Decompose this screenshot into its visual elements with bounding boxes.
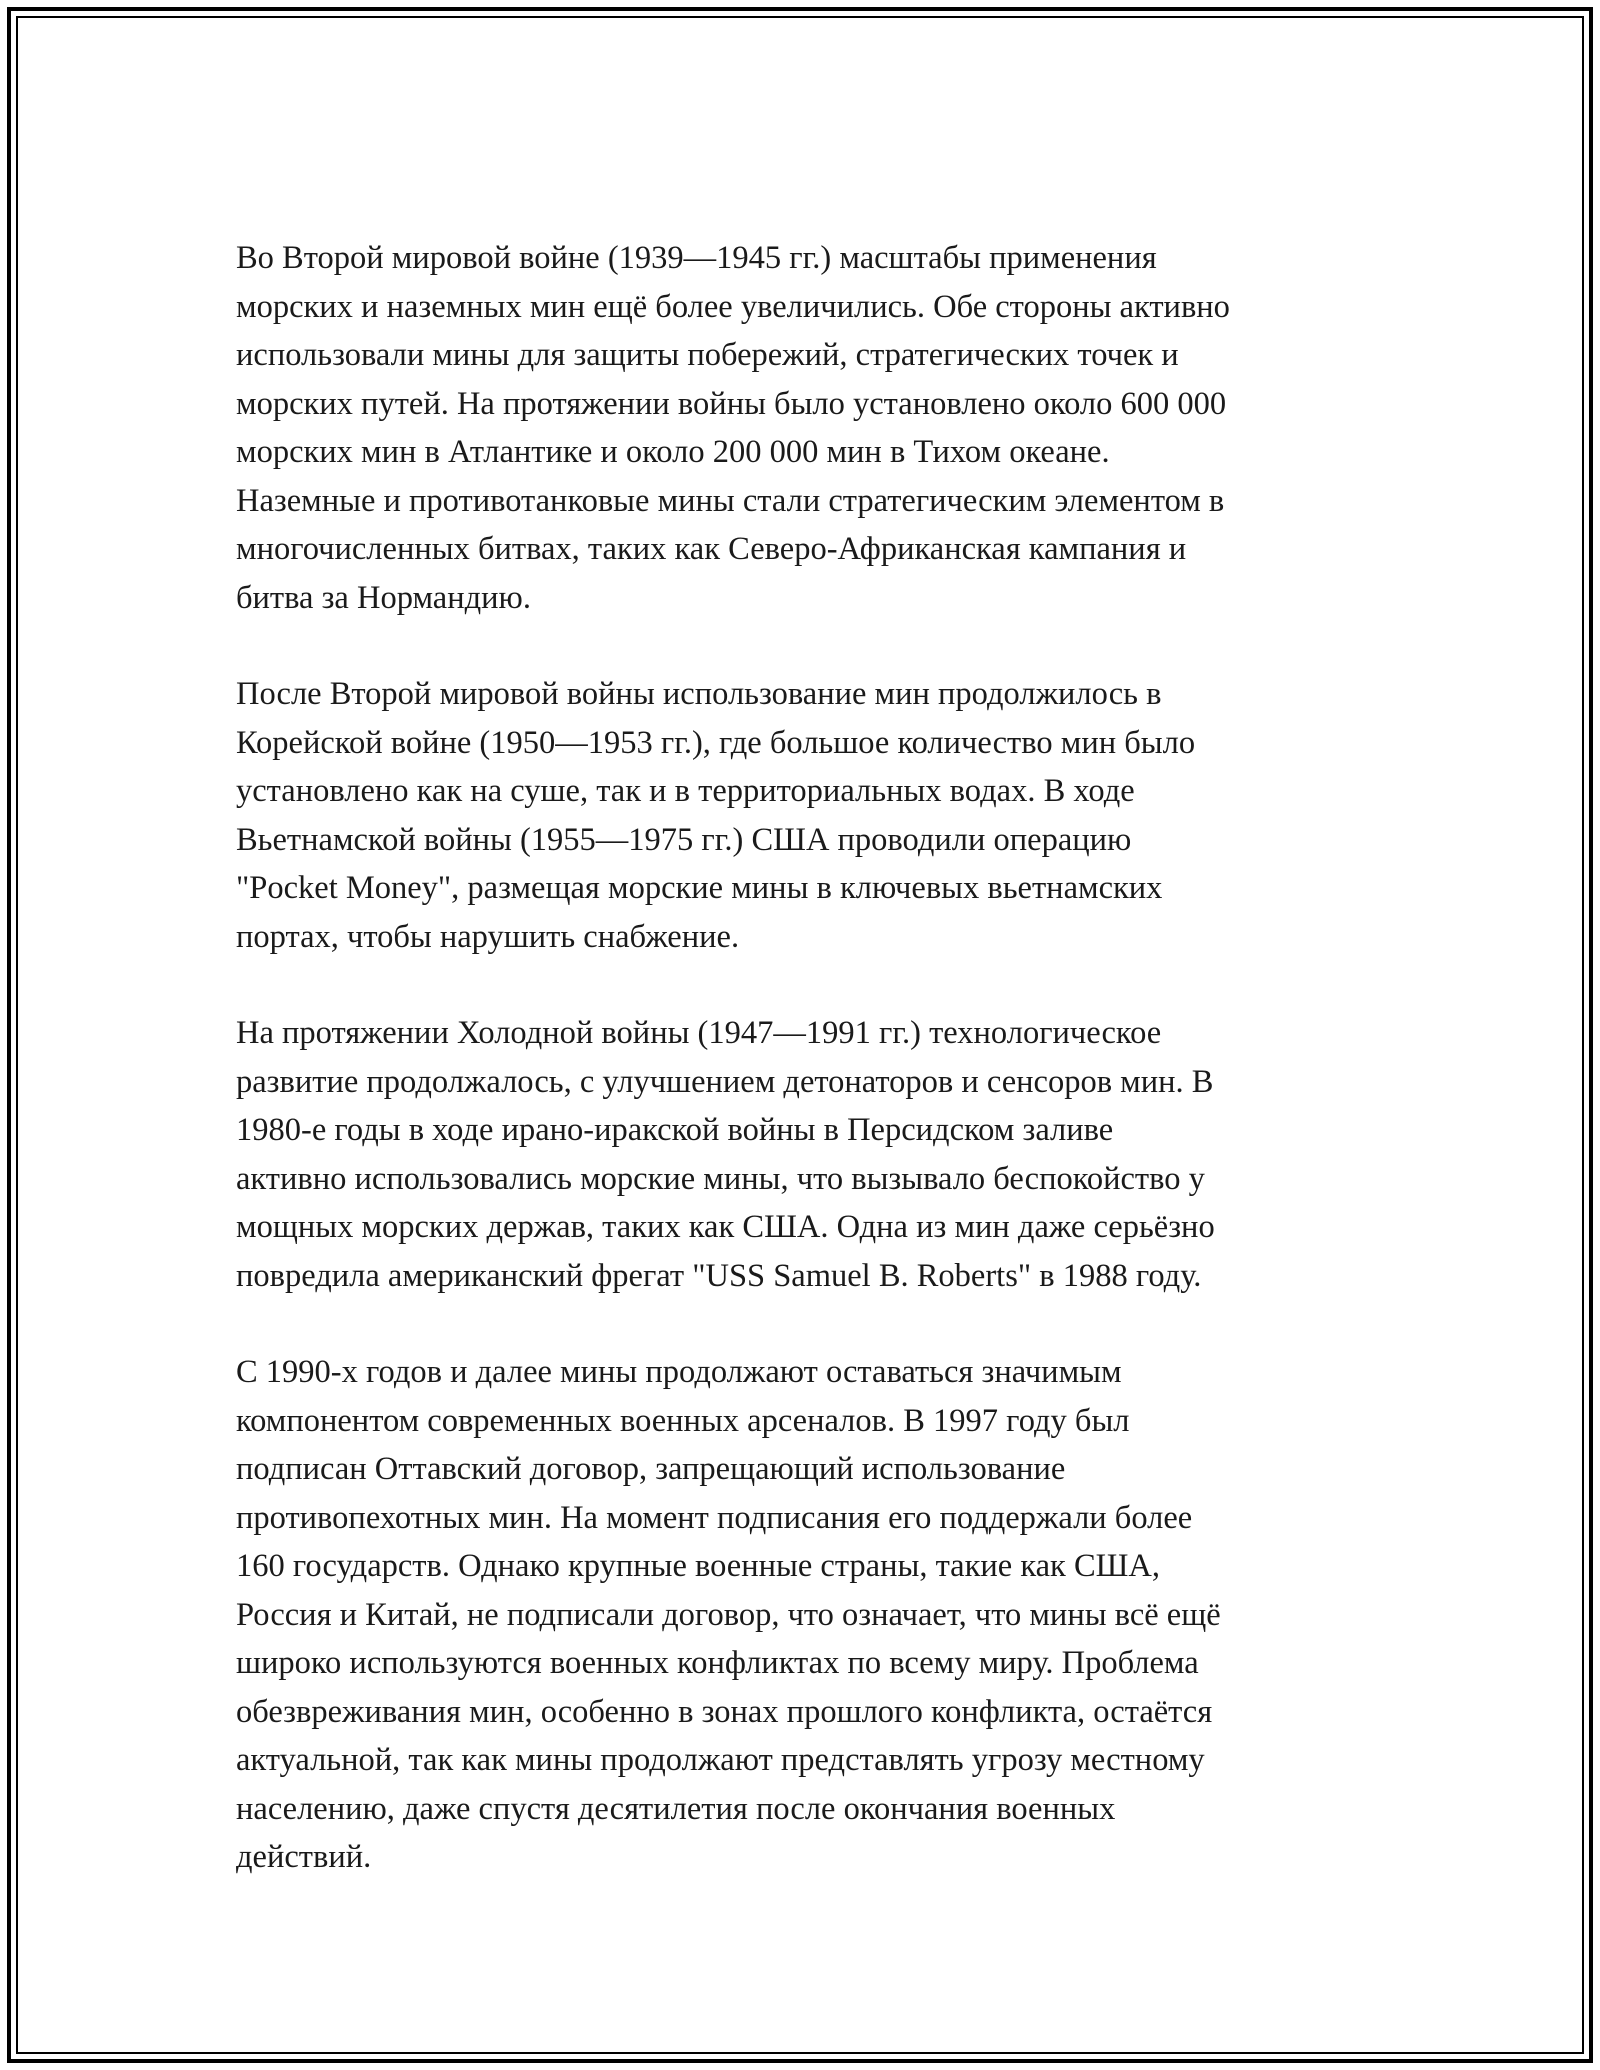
document-body xyxy=(236,234,1376,1930)
paragraph-post-war: После Второй мировой войны использование мин продолжилось в Корейской войне (1950—1953 гг.), где большое количество мин было установлено как на суше, так и в территориальных водах. В ходе Вьетнамской войны (1955—1975 гг.) США проводили операцию "Pocket Money", размещая морские мины в ключевых вьетнамских портах, чтобы нарушить снабжение. xyxy=(236,676,1196,955)
paragraph-cold-war: На протяжении Холодной войны (1947—1991 гг.) технологическое развитие продолжалось, с улучшением детонаторов и сенсоров мин. В 1980-е годы в ходе ирано-иракской войны в Персидском заливе активно использовались морские мины, что вызывало беспокойство у мощных морских держав, таких как США. Одна из мин даже серьёзно повредила американский фрегат "USS Samuel B. Roberts" в 1988 году. xyxy=(236,1015,1215,1294)
paragraph-ww2: Во Второй мировой войне (1939—1945 гг.) масштабы применения морских и наземных мин ещё более увеличились. Обе стороны активно использовали мины для защиты побережий, стратегических точек и морских путей. На протяжении войны было установлено около 600 000 морских мин в Атлантике и около 200 000 мин в Тихом океане. Наземные и противотанковые мины стали стратегическим элементом в многочисленных битвах, таких как Северо-Африканская кампания и битва за Нормандию. xyxy=(236,240,1230,616)
paragraph-modern: С 1990-х годов и далее мины продолжают оставаться значимым компонентом современных военных арсеналов. В 1997 году был подписан Оттавский договор, запрещающий использование противопехотных мин. На момент подписания его поддержали более 160 государств. Однако крупные военные страны, такие как США, Россия и Китай, не подписали договор, что означает, что мины всё ещё широко используются военных конфликтах по всему миру. Проблема обезвреживания мин, особенно в зонах прошлого конфликта, остаётся актуальной, так как мины продолжают представлять угрозу местному населению, даже спустя десятилетия после окончания военных действий. xyxy=(236,1354,1221,1875)
